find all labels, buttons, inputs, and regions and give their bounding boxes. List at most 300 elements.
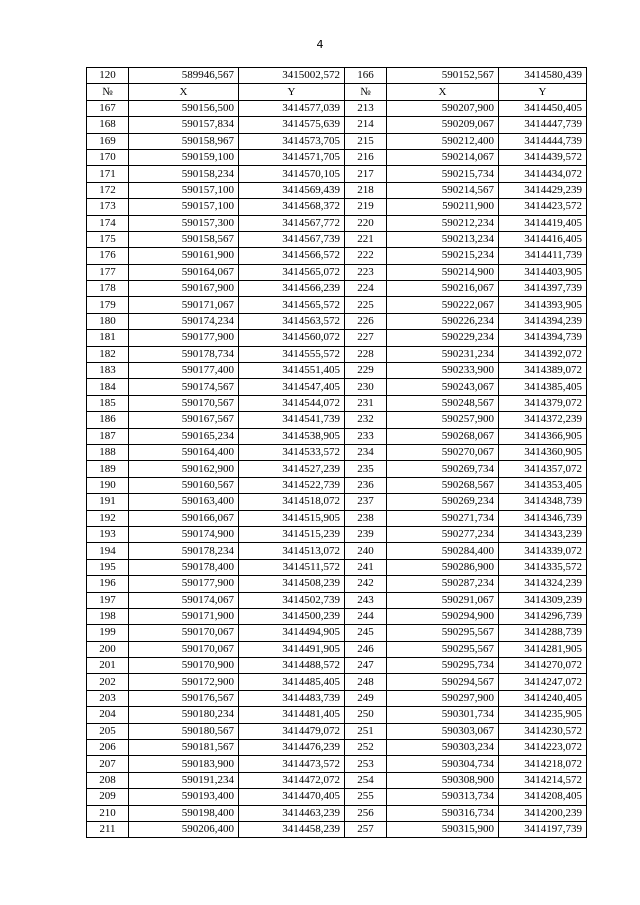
cell-x: 590183,900: [129, 756, 239, 772]
cell-x: 590211,900: [387, 199, 499, 215]
cell-y: 3414571,705: [239, 149, 345, 165]
cell-y: 3414580,439: [499, 68, 587, 84]
cell-x: 590207,900: [387, 100, 499, 116]
cell-point-number: 193: [87, 526, 129, 542]
table-row: [87, 658, 587, 674]
cell-point-number: 228: [345, 346, 387, 362]
cell-x: 590268,567: [387, 477, 499, 493]
cell-point-number: 202: [87, 674, 129, 690]
table-row: [87, 461, 587, 477]
cell-point-number: 217: [345, 166, 387, 182]
cell-y: 3414541,739: [239, 412, 345, 428]
cell-x: 590166,067: [129, 510, 239, 526]
table-row: [87, 395, 587, 411]
cell-x: 590215,234: [387, 248, 499, 264]
table-row: [87, 428, 587, 444]
cell-x: 590243,067: [387, 379, 499, 395]
cell-x: 590297,900: [387, 690, 499, 706]
cell-point-number: 235: [345, 461, 387, 477]
cell-x: 590158,234: [129, 166, 239, 182]
cell-x: 590271,734: [387, 510, 499, 526]
table-row: [87, 248, 587, 264]
cell-point-number: 239: [345, 526, 387, 542]
cell-point-number: 226: [345, 313, 387, 329]
cell-x: 590291,067: [387, 592, 499, 608]
table-row: [87, 215, 587, 231]
cell-y: 3414494,905: [239, 625, 345, 641]
cell-y: 3414515,239: [239, 526, 345, 542]
cell-x: 590212,400: [387, 133, 499, 149]
cell-x: 589946,567: [129, 68, 239, 84]
cell-y: 3414479,072: [239, 723, 345, 739]
cell-point-number: 171: [87, 166, 129, 182]
cell-point-number: 222: [345, 248, 387, 264]
cell-point-number: 247: [345, 658, 387, 674]
cell-y: 3414343,239: [499, 526, 587, 542]
cell-x: 590301,734: [387, 707, 499, 723]
table-row: [87, 444, 587, 460]
table-row: [87, 756, 587, 772]
cell-y: 3414570,105: [239, 166, 345, 182]
cell-x: 590152,567: [387, 68, 499, 84]
cell-x: 590198,400: [129, 805, 239, 821]
cell-x: 590295,567: [387, 641, 499, 657]
cell-point-number: 254: [345, 772, 387, 788]
header-y: Y: [499, 84, 587, 100]
cell-point-number: 169: [87, 133, 129, 149]
cell-x: 590214,900: [387, 264, 499, 280]
cell-point-number: 240: [345, 543, 387, 559]
table-row: [87, 543, 587, 559]
cell-point-number: 252: [345, 740, 387, 756]
cell-x: 590180,234: [129, 707, 239, 723]
cell-y: 3414544,072: [239, 395, 345, 411]
table-row: [87, 821, 587, 837]
cell-point-number: 183: [87, 363, 129, 379]
cell-y: 3414533,572: [239, 444, 345, 460]
cell-x: 590277,234: [387, 526, 499, 542]
table-row: [87, 330, 587, 346]
cell-point-number: 253: [345, 756, 387, 772]
cell-y: 3414450,405: [499, 100, 587, 116]
cell-point-number: 185: [87, 395, 129, 411]
cell-point-number: 205: [87, 723, 129, 739]
cell-x: 590177,900: [129, 576, 239, 592]
table-row: [87, 281, 587, 297]
cell-y: 3414324,239: [499, 576, 587, 592]
cell-point-number: 251: [345, 723, 387, 739]
table-row: [87, 100, 587, 116]
cell-point-number: 250: [345, 707, 387, 723]
cell-y: 3414247,072: [499, 674, 587, 690]
cell-y: 3414281,905: [499, 641, 587, 657]
cell-y: 3414439,572: [499, 149, 587, 165]
cell-x: 590270,067: [387, 444, 499, 460]
cell-point-number: 215: [345, 133, 387, 149]
cell-y: 3414483,739: [239, 690, 345, 706]
cell-y: 3414551,405: [239, 363, 345, 379]
cell-x: 590295,734: [387, 658, 499, 674]
table-row: [87, 690, 587, 706]
cell-y: 3414547,405: [239, 379, 345, 395]
cell-y: 3414394,739: [499, 330, 587, 346]
table-row: [87, 477, 587, 493]
cell-y: 3414357,072: [499, 461, 587, 477]
cell-x: 590284,400: [387, 543, 499, 559]
cell-point-number: 257: [345, 821, 387, 837]
cell-x: 590231,234: [387, 346, 499, 362]
cell-point-number: 234: [345, 444, 387, 460]
cell-y: 3414393,905: [499, 297, 587, 313]
table-row: [87, 576, 587, 592]
cell-x: 590212,234: [387, 215, 499, 231]
cell-x: 590164,400: [129, 444, 239, 460]
cell-x: 590178,234: [129, 543, 239, 559]
cell-point-number: 232: [345, 412, 387, 428]
table-row: [87, 707, 587, 723]
table-row: [87, 199, 587, 215]
cell-point-number: 182: [87, 346, 129, 362]
cell-point-number: 177: [87, 264, 129, 280]
table-row: [87, 313, 587, 329]
table-row: [87, 805, 587, 821]
table-row: [87, 559, 587, 575]
cell-x: 590313,734: [387, 789, 499, 805]
cell-x: 590167,567: [129, 412, 239, 428]
cell-y: 3414577,039: [239, 100, 345, 116]
cell-y: 3414500,239: [239, 608, 345, 624]
cell-y: 3414389,072: [499, 363, 587, 379]
cell-y: 3414411,739: [499, 248, 587, 264]
cell-x: 590157,834: [129, 117, 239, 133]
cell-y: 3414372,239: [499, 412, 587, 428]
cell-x: 590165,234: [129, 428, 239, 444]
cell-y: 3414568,372: [239, 199, 345, 215]
cell-x: 590269,234: [387, 494, 499, 510]
cell-y: 3414309,239: [499, 592, 587, 608]
cell-x: 590158,567: [129, 231, 239, 247]
cell-y: 3414470,405: [239, 789, 345, 805]
cell-y: 3414288,739: [499, 625, 587, 641]
cell-x: 590268,067: [387, 428, 499, 444]
cell-x: 590178,400: [129, 559, 239, 575]
cell-x: 590287,234: [387, 576, 499, 592]
cell-y: 3414569,439: [239, 182, 345, 198]
table-row: [87, 510, 587, 526]
header-x: X: [129, 84, 239, 100]
cell-y: 3414565,572: [239, 297, 345, 313]
cell-point-number: 197: [87, 592, 129, 608]
page-number: 4: [316, 38, 324, 51]
cell-y: 3414296,739: [499, 608, 587, 624]
header-number: №: [87, 84, 129, 100]
cell-x: 590171,067: [129, 297, 239, 313]
cell-y: 3414240,405: [499, 690, 587, 706]
cell-x: 590176,567: [129, 690, 239, 706]
cell-point-number: 218: [345, 182, 387, 198]
cell-y: 3414502,739: [239, 592, 345, 608]
cell-point-number: 256: [345, 805, 387, 821]
cell-point-number: 186: [87, 412, 129, 428]
cell-point-number: 238: [345, 510, 387, 526]
header-y: Y: [239, 84, 345, 100]
cell-point-number: 231: [345, 395, 387, 411]
cell-point-number: 198: [87, 608, 129, 624]
cell-x: 590222,067: [387, 297, 499, 313]
table-row: [87, 264, 587, 280]
table-row: [87, 231, 587, 247]
cell-y: 3414472,072: [239, 772, 345, 788]
cell-y: 3414485,405: [239, 674, 345, 690]
table-row: [87, 363, 587, 379]
cell-x: 590304,734: [387, 756, 499, 772]
cell-point-number: 180: [87, 313, 129, 329]
table-row: [87, 297, 587, 313]
cell-point-number: 194: [87, 543, 129, 559]
cell-point-number: 213: [345, 100, 387, 116]
cell-point-number: 210: [87, 805, 129, 821]
cell-point-number: 223: [345, 264, 387, 280]
cell-point-number: 209: [87, 789, 129, 805]
cell-point-number: 120: [87, 68, 129, 84]
cell-point-number: 248: [345, 674, 387, 690]
cell-y: 3414575,639: [239, 117, 345, 133]
cell-point-number: 187: [87, 428, 129, 444]
cell-x: 590286,900: [387, 559, 499, 575]
cell-y: 3414394,239: [499, 313, 587, 329]
table-header-row: [87, 84, 587, 100]
cell-x: 590180,567: [129, 723, 239, 739]
cell-x: 590178,734: [129, 346, 239, 362]
cell-point-number: 208: [87, 772, 129, 788]
cell-x: 590158,967: [129, 133, 239, 149]
coordinates-table: [86, 67, 587, 838]
cell-y: 3414488,572: [239, 658, 345, 674]
cell-y: 3414563,572: [239, 313, 345, 329]
cell-point-number: 255: [345, 789, 387, 805]
cell-y: 3414463,239: [239, 805, 345, 821]
cell-point-number: 243: [345, 592, 387, 608]
header-x: X: [387, 84, 499, 100]
table-row: [87, 674, 587, 690]
cell-point-number: 184: [87, 379, 129, 395]
cell-point-number: 190: [87, 477, 129, 493]
cell-point-number: 166: [345, 68, 387, 84]
cell-x: 590163,400: [129, 494, 239, 510]
cell-y: 3414567,739: [239, 231, 345, 247]
cell-point-number: 237: [345, 494, 387, 510]
cell-point-number: 241: [345, 559, 387, 575]
table-row: [87, 526, 587, 542]
cell-x: 590295,567: [387, 625, 499, 641]
cell-point-number: 178: [87, 281, 129, 297]
cell-x: 590174,067: [129, 592, 239, 608]
header-number: №: [345, 84, 387, 100]
table-row: [87, 182, 587, 198]
cell-y: 3414223,072: [499, 740, 587, 756]
cell-point-number: 192: [87, 510, 129, 526]
cell-point-number: 196: [87, 576, 129, 592]
cell-y: 3414566,239: [239, 281, 345, 297]
cell-x: 590170,900: [129, 658, 239, 674]
cell-x: 590191,234: [129, 772, 239, 788]
table-row: [87, 117, 587, 133]
cell-point-number: 211: [87, 821, 129, 837]
cell-x: 590206,400: [129, 821, 239, 837]
table-row: [87, 641, 587, 657]
cell-point-number: 199: [87, 625, 129, 641]
cell-y: 3414218,072: [499, 756, 587, 772]
cell-x: 590174,900: [129, 526, 239, 542]
cell-x: 590216,067: [387, 281, 499, 297]
cell-x: 590213,234: [387, 231, 499, 247]
cell-point-number: 168: [87, 117, 129, 133]
cell-point-number: 170: [87, 149, 129, 165]
cell-point-number: 216: [345, 149, 387, 165]
cell-x: 590209,067: [387, 117, 499, 133]
table-row: [87, 346, 587, 362]
cell-y: 3414458,239: [239, 821, 345, 837]
cell-x: 590214,567: [387, 182, 499, 198]
cell-y: 3414447,739: [499, 117, 587, 133]
cell-x: 590303,234: [387, 740, 499, 756]
cell-y: 3414346,739: [499, 510, 587, 526]
cell-point-number: 181: [87, 330, 129, 346]
cell-y: 3415002,572: [239, 68, 345, 84]
cell-y: 3414348,739: [499, 494, 587, 510]
cell-x: 590303,067: [387, 723, 499, 739]
cell-point-number: 173: [87, 199, 129, 215]
cell-x: 590157,100: [129, 182, 239, 198]
cell-x: 590167,900: [129, 281, 239, 297]
cell-point-number: 214: [345, 117, 387, 133]
cell-y: 3414511,572: [239, 559, 345, 575]
cell-y: 3414360,905: [499, 444, 587, 460]
cell-x: 590170,567: [129, 395, 239, 411]
cell-y: 3414235,905: [499, 707, 587, 723]
cell-y: 3414197,739: [499, 821, 587, 837]
cell-point-number: 195: [87, 559, 129, 575]
cell-x: 590170,067: [129, 641, 239, 657]
cell-y: 3414567,772: [239, 215, 345, 231]
cell-point-number: 236: [345, 477, 387, 493]
cell-x: 590164,067: [129, 264, 239, 280]
cell-x: 590294,900: [387, 608, 499, 624]
table-row: [87, 608, 587, 624]
cell-y: 3414518,072: [239, 494, 345, 510]
cell-x: 590156,500: [129, 100, 239, 116]
cell-x: 590172,900: [129, 674, 239, 690]
cell-x: 590215,734: [387, 166, 499, 182]
cell-y: 3414476,239: [239, 740, 345, 756]
cell-point-number: 244: [345, 608, 387, 624]
cell-x: 590316,734: [387, 805, 499, 821]
cell-x: 590315,900: [387, 821, 499, 837]
cell-point-number: 224: [345, 281, 387, 297]
cell-y: 3414491,905: [239, 641, 345, 657]
cell-point-number: 225: [345, 297, 387, 313]
table-row: [87, 166, 587, 182]
cell-point-number: 191: [87, 494, 129, 510]
cell-y: 3414397,739: [499, 281, 587, 297]
table-row: [87, 789, 587, 805]
cell-x: 590157,300: [129, 215, 239, 231]
cell-x: 590193,400: [129, 789, 239, 805]
cell-point-number: 230: [345, 379, 387, 395]
table-row: [87, 625, 587, 641]
cell-x: 590177,900: [129, 330, 239, 346]
cell-y: 3414513,072: [239, 543, 345, 559]
cell-point-number: 188: [87, 444, 129, 460]
cell-point-number: 245: [345, 625, 387, 641]
cell-y: 3414379,072: [499, 395, 587, 411]
cell-y: 3414270,072: [499, 658, 587, 674]
cell-x: 590177,400: [129, 363, 239, 379]
cell-x: 590159,100: [129, 149, 239, 165]
cell-y: 3414423,572: [499, 199, 587, 215]
cell-point-number: 203: [87, 690, 129, 706]
table-row: [87, 494, 587, 510]
cell-point-number: 227: [345, 330, 387, 346]
cell-x: 590181,567: [129, 740, 239, 756]
cell-y: 3414481,405: [239, 707, 345, 723]
cell-y: 3414573,705: [239, 133, 345, 149]
cell-x: 590248,567: [387, 395, 499, 411]
cell-y: 3414434,072: [499, 166, 587, 182]
cell-point-number: 246: [345, 641, 387, 657]
cell-x: 590226,234: [387, 313, 499, 329]
cell-y: 3414335,572: [499, 559, 587, 575]
table-row: [87, 379, 587, 395]
cell-point-number: 220: [345, 215, 387, 231]
cell-x: 590174,567: [129, 379, 239, 395]
table-row: [87, 412, 587, 428]
cell-point-number: 204: [87, 707, 129, 723]
cell-point-number: 219: [345, 199, 387, 215]
cell-y: 3414353,405: [499, 477, 587, 493]
cell-x: 590157,100: [129, 199, 239, 215]
cell-y: 3414392,072: [499, 346, 587, 362]
cell-y: 3414419,405: [499, 215, 587, 231]
cell-point-number: 206: [87, 740, 129, 756]
cell-x: 590294,567: [387, 674, 499, 690]
cell-x: 590160,567: [129, 477, 239, 493]
cell-point-number: 200: [87, 641, 129, 657]
cell-x: 590257,900: [387, 412, 499, 428]
cell-x: 590171,900: [129, 608, 239, 624]
cell-x: 590233,900: [387, 363, 499, 379]
cell-point-number: 221: [345, 231, 387, 247]
cell-point-number: 175: [87, 231, 129, 247]
cell-y: 3414403,905: [499, 264, 587, 280]
cell-y: 3414515,905: [239, 510, 345, 526]
cell-y: 3414473,572: [239, 756, 345, 772]
cell-point-number: 249: [345, 690, 387, 706]
cell-y: 3414230,572: [499, 723, 587, 739]
table-row: [87, 723, 587, 739]
cell-y: 3414200,239: [499, 805, 587, 821]
cell-y: 3414444,739: [499, 133, 587, 149]
cell-point-number: 233: [345, 428, 387, 444]
cell-point-number: 179: [87, 297, 129, 313]
cell-x: 590162,900: [129, 461, 239, 477]
cell-x: 590229,234: [387, 330, 499, 346]
cell-point-number: 201: [87, 658, 129, 674]
table-row-first: [87, 68, 587, 84]
cell-y: 3414560,072: [239, 330, 345, 346]
cell-y: 3414416,405: [499, 231, 587, 247]
table-row: [87, 133, 587, 149]
